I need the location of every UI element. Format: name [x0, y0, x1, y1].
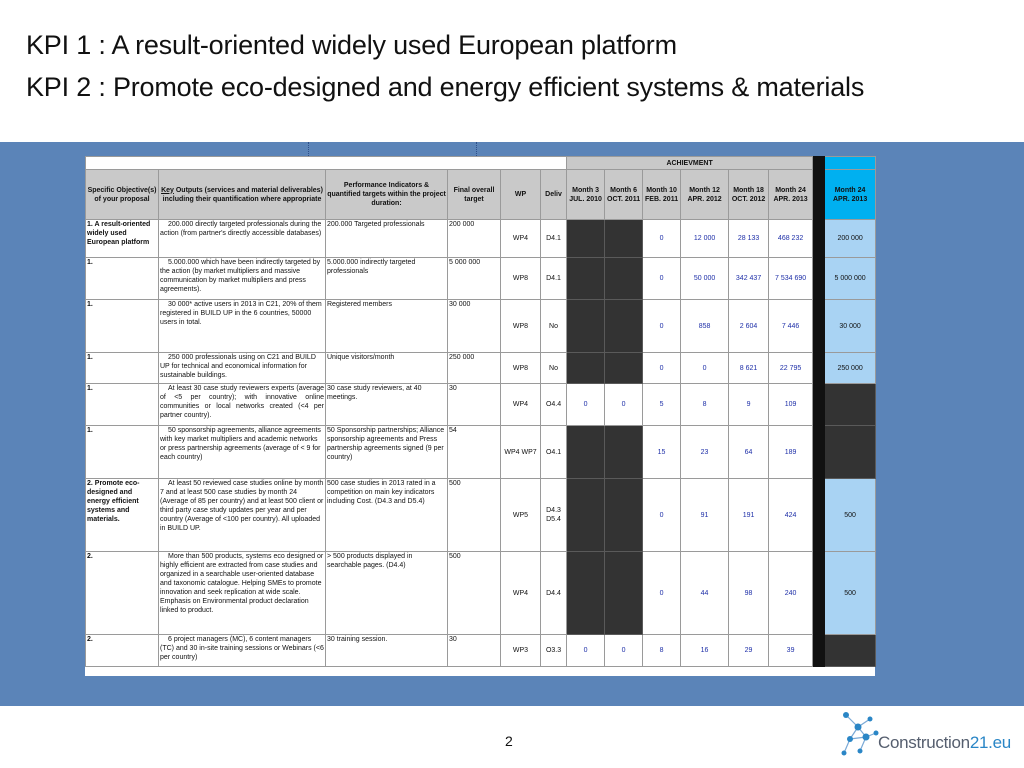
cell-month-24: 240 [769, 552, 813, 635]
cell-deliv: O4.1 [541, 426, 567, 479]
cell-month-6 [605, 220, 643, 258]
table-row [86, 300, 876, 353]
cell-final-target: 500 [448, 552, 501, 635]
cell-objective: 1. [86, 258, 159, 300]
logo-text-number: 21 [969, 733, 989, 752]
cell-indicator: 500 case studies in 2013 rated in a competition on main key indicators including Cost. (D4.3 and D5.4) [326, 479, 448, 552]
cell-month-24: 7 534 690 [769, 258, 813, 300]
cell-indicator: Registered members [326, 300, 448, 353]
cell-deliv: D4.1 [541, 220, 567, 258]
cell-month-18: 191 [729, 479, 769, 552]
cyan-header-cell [825, 157, 876, 170]
cell-output: 250 000 professionals using on C21 and BUILD UP for technical and economical information for sustainable buildings. [159, 353, 326, 384]
cell-final-target: 200 000 [448, 220, 501, 258]
cell-month-12: 91 [681, 479, 729, 552]
cell-output: 30 000* active users in 2013 in C21, 20% of them registered in BUILD UP in the 6 countries, 50000 users in total. [159, 300, 326, 353]
cell-black-separator [813, 552, 825, 635]
header-month-12: Month 12 APR. 2012 [681, 170, 729, 220]
cell-deliv: D4.4 [541, 552, 567, 635]
cell-final-target: 500 [448, 479, 501, 552]
cell-month-3: 0 [567, 384, 605, 426]
header-objective: Specific Objective(s) of your proposal [86, 170, 159, 220]
cell-black-separator [813, 300, 825, 353]
cell-month-12: 16 [681, 635, 729, 667]
cell-month-12: 0 [681, 353, 729, 384]
cell-month-10: 15 [643, 426, 681, 479]
table-row [86, 426, 876, 479]
cell-indicator: 200.000 Targeted professionals [326, 220, 448, 258]
cell-month-10: 0 [643, 353, 681, 384]
cell-final-target: 54 [448, 426, 501, 479]
cell-month-24: 468 232 [769, 220, 813, 258]
cell-month-24-target: 500 [825, 479, 876, 552]
cell-deliv: O4.4 [541, 384, 567, 426]
cell-month-24: 39 [769, 635, 813, 667]
cell-month-10: 8 [643, 635, 681, 667]
cell-month-3: 0 [567, 635, 605, 667]
cell-month-12: 12 000 [681, 220, 729, 258]
cell-month-18: 64 [729, 426, 769, 479]
cell-month-6 [605, 552, 643, 635]
cell-output: 50 sponsorship agreements, alliance agreements with key market multipliers and academic networks or press partnership agreements (average of < 9 for each country) [159, 426, 326, 479]
cell-wp: WP4 [501, 384, 541, 426]
cell-wp: WP4 [501, 552, 541, 635]
cell-month-10: 0 [643, 220, 681, 258]
table-row [86, 479, 876, 552]
cell-indicator: Unique visitors/month [326, 353, 448, 384]
cell-wp: WP4 [501, 220, 541, 258]
black-separator-cell [813, 157, 825, 170]
header-month-18: Month 18 OCT. 2012 [729, 170, 769, 220]
cell-objective: 1. [86, 353, 159, 384]
slide-title-kpi1: KPI 1 : A result-oriented widely used European platform [26, 30, 677, 60]
cell-month-12: 44 [681, 552, 729, 635]
cell-deliv: D4.1 [541, 258, 567, 300]
cell-wp: WP8 [501, 300, 541, 353]
cell-objective: 2. [86, 552, 159, 635]
cell-final-target: 30 000 [448, 300, 501, 353]
table-row [86, 353, 876, 384]
cell-month-24-target: 200 000 [825, 220, 876, 258]
header-black-separator [813, 170, 825, 220]
page-number: 2 [505, 733, 513, 749]
cell-month-18: 98 [729, 552, 769, 635]
cell-month-24: 22 795 [769, 353, 813, 384]
cell-month-18: 342 437 [729, 258, 769, 300]
kpi-table [85, 156, 876, 667]
cell-black-separator [813, 220, 825, 258]
cell-month-24: 7 446 [769, 300, 813, 353]
cell-month-24-target [825, 384, 876, 426]
header-outputs [159, 170, 326, 220]
table-row [86, 220, 876, 258]
header-month-10: Month 10 FEB. 2011 [643, 170, 681, 220]
cell-month-24-target: 30 000 [825, 300, 876, 353]
cell-month-10: 0 [643, 552, 681, 635]
cell-month-3 [567, 220, 605, 258]
cell-month-18: 2 604 [729, 300, 769, 353]
title-area [0, 0, 1024, 142]
cell-indicator: 30 case study reviewers, at 40 meetings. [326, 384, 448, 426]
header-outputs-key: Key [161, 186, 174, 194]
cell-final-target: 30 [448, 384, 501, 426]
table-row [86, 635, 876, 667]
cell-month-3 [567, 552, 605, 635]
cell-black-separator [813, 384, 825, 426]
cell-objective: 1. [86, 384, 159, 426]
cell-month-12: 858 [681, 300, 729, 353]
cell-final-target: 5 000 000 [448, 258, 501, 300]
cell-black-separator [813, 479, 825, 552]
cell-indicator: > 500 products displayed in searchable pages. (D4.4) [326, 552, 448, 635]
cell-output: 6 project managers (MC), 6 content managers (TC) and 30 in-site training sessions or Webinars (<6 per country) [159, 635, 326, 667]
cell-output: More than 500 products, systems eco designed or highly efficient are extracted from case studies and organized in a searchable user-oriented database and taxonomic catalogue. Helping SMEs to promote innovation and seek replication at wide scale. Emphasis on Environmental product declaration linked to product. [159, 552, 326, 635]
cell-month-10: 0 [643, 479, 681, 552]
cell-month-6 [605, 479, 643, 552]
cell-wp: WP8 [501, 258, 541, 300]
logo-wordmark [878, 733, 1011, 753]
cell-black-separator [813, 353, 825, 384]
cell-wp: WP5 [501, 479, 541, 552]
cell-output: At least 50 reviewed case studies online by month 7 and at least 500 case studies by month 24 (Average of 85 per country) and at least 500 client or third party case study updates per year and per country (Average of <100 per country). All uploaded in BUILD UP. [159, 479, 326, 552]
cell-month-3 [567, 353, 605, 384]
cell-indicator: 50 Sponsorship partnerships; Alliance sponsorship agreements and Press partnership agreements signed (9 per country) [326, 426, 448, 479]
cell-month-3 [567, 258, 605, 300]
cell-month-24: 189 [769, 426, 813, 479]
kpi-table-body [86, 220, 876, 667]
logo-text-prefix: Construction [878, 733, 970, 752]
cell-indicator: 5.000.000 indirectly targeted professionals [326, 258, 448, 300]
cell-month-6 [605, 300, 643, 353]
cell-black-separator [813, 635, 825, 667]
cell-wp: WP3 [501, 635, 541, 667]
cell-month-6 [605, 353, 643, 384]
header-wp: WP [501, 170, 541, 220]
cell-month-6: 0 [605, 384, 643, 426]
cell-deliv: O3.3 [541, 635, 567, 667]
column-header-row [86, 170, 876, 220]
cell-month-18: 29 [729, 635, 769, 667]
cell-month-12: 23 [681, 426, 729, 479]
cell-objective: 1. A result-oriented widely used European platform [86, 220, 159, 258]
cell-deliv: No [541, 300, 567, 353]
cell-output: 5.000.000 which have been indirectly targeted by the action (by market multipliers and massive communication by market multipliers and press agreements). [159, 258, 326, 300]
table-row [86, 384, 876, 426]
header-month-24-target: Month 24 APR. 2013 [825, 170, 876, 220]
table-row [86, 258, 876, 300]
cell-output: 200.000 directly targeted professionals during the action (from partner's directly accessible databases) [159, 220, 326, 258]
cell-month-3 [567, 300, 605, 353]
cell-month-12: 50 000 [681, 258, 729, 300]
cell-deliv: No [541, 353, 567, 384]
cell-month-24: 424 [769, 479, 813, 552]
header-month-24: Month 24 APR. 2013 [769, 170, 813, 220]
table-row [86, 552, 876, 635]
header-final-target: Final overall target [448, 170, 501, 220]
cell-indicator: 30 training session. [326, 635, 448, 667]
cell-objective: 1. [86, 300, 159, 353]
cell-month-24-target: 500 [825, 552, 876, 635]
cell-wp: WP4 WP7 [501, 426, 541, 479]
cell-month-24-target [825, 426, 876, 479]
cell-month-10: 5 [643, 384, 681, 426]
cell-month-24: 109 [769, 384, 813, 426]
cell-month-12: 8 [681, 384, 729, 426]
cell-month-3 [567, 426, 605, 479]
achievement-header-row [86, 157, 876, 170]
cell-black-separator [813, 426, 825, 479]
cell-objective: 1. [86, 426, 159, 479]
construction21-logo [836, 705, 1024, 768]
cell-month-6 [605, 258, 643, 300]
cell-final-target: 250 000 [448, 353, 501, 384]
cell-deliv: D4.3 D5.4 [541, 479, 567, 552]
logo-text-suffix: .eu [988, 733, 1011, 752]
header-month-3: Month 3 JUL. 2010 [567, 170, 605, 220]
cell-black-separator [813, 258, 825, 300]
cell-final-target: 30 [448, 635, 501, 667]
cell-month-6: 0 [605, 635, 643, 667]
cell-month-24-target: 250 000 [825, 353, 876, 384]
cell-month-10: 0 [643, 258, 681, 300]
header-outputs-text: Outputs (services and material deliverables) including their quantification where appropriate [162, 186, 323, 203]
slide-title-kpi2: KPI 2 : Promote eco-designed and energy efficient systems & materials [26, 72, 865, 102]
cell-month-18: 28 133 [729, 220, 769, 258]
cell-output: At least 30 case study reviewers experts (average of <5 per country); with innovative online communities or local networks created (<4 per partner country). [159, 384, 326, 426]
cell-month-6 [605, 426, 643, 479]
cell-month-24-target [825, 635, 876, 667]
header-indicators: Performance Indicators & quantified targets within the project duration: [326, 170, 448, 220]
header-month-6: Month 6 OCT. 2011 [605, 170, 643, 220]
cell-objective: 2. Promote eco-designed and energy efficient systems and materials. [86, 479, 159, 552]
cell-month-3 [567, 479, 605, 552]
cell-wp: WP8 [501, 353, 541, 384]
blank-header-cell [86, 157, 567, 170]
cell-month-18: 8 621 [729, 353, 769, 384]
kpi-table-container [85, 156, 875, 676]
cell-month-24-target: 5 000 000 [825, 258, 876, 300]
cell-month-10: 0 [643, 300, 681, 353]
cell-objective: 2. [86, 635, 159, 667]
achievement-label: ACHIEVMENT [567, 157, 813, 170]
cell-month-18: 9 [729, 384, 769, 426]
header-deliv: Deliv [541, 170, 567, 220]
